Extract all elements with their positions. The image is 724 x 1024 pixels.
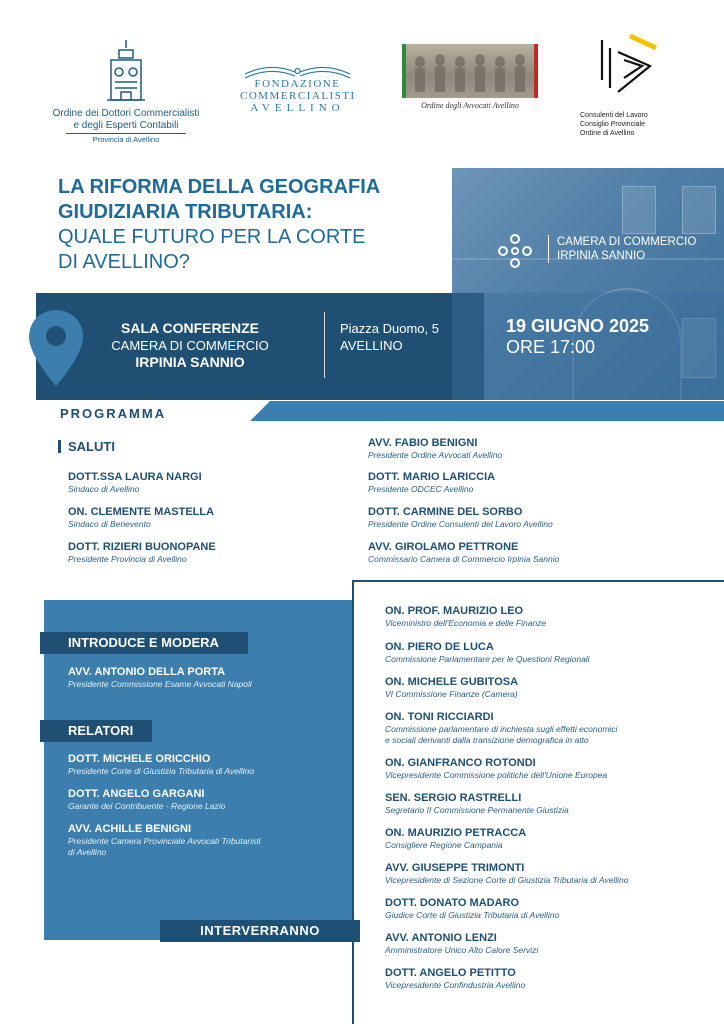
- saluti-marker: [58, 440, 61, 453]
- relatori-heading: [40, 720, 152, 742]
- address-line2: AVELLINO: [340, 338, 403, 353]
- intervenor: [385, 826, 715, 851]
- logo-odcec: [46, 38, 206, 148]
- person-role: Presidente Camera Provinciale Avvocati Tributaristi: [68, 836, 261, 846]
- person-role: di Avellino: [68, 847, 107, 857]
- title-line3: QUALE FUTURO PER LA CORTE: [58, 226, 366, 248]
- location-pin-icon: [27, 308, 85, 388]
- saluti-person: [68, 540, 368, 565]
- person-role: Commissione parlamentare di inchiesta sugli effetti economici: [385, 724, 618, 734]
- event-title: [58, 175, 458, 275]
- title-line2: GIUDIZIARIA TRIBUTARIA:: [58, 201, 313, 223]
- cdl-mark-icon: [590, 30, 662, 104]
- person-role: Commissario Camera di Commercio Irpinia Sannio: [368, 554, 560, 564]
- person-name: ON. CLEMENTE MASTELLA: [68, 506, 215, 518]
- saluti-person: [68, 505, 368, 530]
- person-role: VI Commissione Finanze (Camera): [385, 689, 518, 699]
- person-name: ON. PROF. MAURIZIO LEO: [385, 605, 524, 617]
- saluti-person: [68, 470, 368, 495]
- person-name: DOTT.SSA LAURA NARGI: [68, 471, 202, 483]
- fondazione-line2: COMMERCIALISTI: [240, 90, 356, 102]
- cdl-line1: Consulenti del Lavoro: [580, 112, 648, 119]
- person-role: Vicepresidente Commissione politiche dell'Unione Europea: [385, 770, 608, 780]
- person-name: DOTT. DONATO MADARO: [385, 897, 520, 909]
- person-role: Presidente Provincia di Avellino: [68, 554, 187, 564]
- intervenor: [385, 931, 715, 956]
- moderator: [68, 665, 368, 690]
- person-name: DOTT. MICHELE ORICCHIO: [68, 753, 211, 765]
- cdl-line3: Ordine di Avellino: [580, 129, 635, 137]
- person-name: ON. PIERO DE LUCA: [385, 641, 494, 653]
- person-name: AVV. ACHILLE BENIGNI: [68, 823, 192, 835]
- relief-image: [402, 44, 538, 98]
- logo-fondazione: [240, 60, 355, 120]
- intervenor: [385, 966, 715, 991]
- address-line1: Piazza Duomo, 5: [340, 321, 439, 336]
- introduce-heading-text: INTRODUCE E MODERA: [68, 635, 219, 650]
- fondazione-line1: FONDAZIONE: [254, 78, 341, 90]
- odcec-divider: [66, 133, 186, 134]
- speakers-block: [44, 600, 352, 940]
- person-name: DOTT. ANGELO GARGANI: [68, 788, 205, 800]
- intervenor: [385, 861, 715, 886]
- intervenor: [385, 675, 715, 700]
- venue-line3: IRPINIA SANNIO: [135, 354, 245, 370]
- person-role: Consigliere Regione Campania: [385, 840, 503, 850]
- event-date: 19 GIUGNO 2025: [506, 316, 650, 336]
- title-line1: LA RIFORMA DELLA GEOGRAFIA: [58, 176, 381, 198]
- person-name: ON. TONI RICCIARDI: [385, 711, 494, 723]
- person-name: SEN. SERGIO RASTRELLI: [385, 792, 522, 804]
- person-name: AVV. GIUSEPPE TRIMONTI: [385, 862, 525, 874]
- person-name: DOTT. CARMINE DEL SORBO: [368, 506, 523, 518]
- venue-name: [104, 320, 276, 371]
- intervenor: [385, 640, 715, 665]
- intervenor: [385, 896, 715, 921]
- person-name: ON. MAURIZIO PETRACCA: [385, 827, 527, 839]
- person-role: Commissione Parlamentare per le Questioni Regionali: [385, 654, 590, 664]
- person-role: Giudice Corte di Giustizia Tributaria di Avellino: [385, 910, 560, 920]
- relatore: [68, 822, 368, 858]
- intervenor: [385, 604, 715, 629]
- interverranno-heading: INTERVERRANNO: [160, 920, 360, 942]
- clock-tower-icon: [101, 38, 151, 102]
- person-name: ON. GIANFRANCO ROTONDI: [385, 757, 536, 769]
- person-role: Presidente Corte di Giustizia Tributaria di Avellino: [68, 766, 254, 776]
- person-role: Presidente Ordine Avvocati Avellino: [368, 450, 503, 460]
- person-role: Vicepresidente di Sezione Corte di Giustizia Tributaria di Avellino: [385, 875, 629, 885]
- person-name: DOTT. MARIO LARICCIA: [368, 471, 496, 483]
- saluti-person: [368, 470, 668, 495]
- person-role: Sindaco di Avellino: [68, 484, 140, 494]
- person-role: Presidente Commissione Esame Avvocati Napoli: [68, 679, 252, 689]
- intervenor: [385, 710, 715, 746]
- saluti-person: [368, 436, 668, 461]
- camera-line1: CAMERA DI COMMERCIO: [557, 236, 697, 248]
- person-role: Amministratore Unico Alto Calore Servizi: [385, 945, 539, 955]
- fondazione-line3: AVELLINO: [250, 102, 345, 114]
- person-role: Vicepresidente Confindustria Avellino: [385, 980, 526, 990]
- person-role: Viceministro dell'Economia e delle Finanze: [385, 618, 547, 628]
- introduce-heading: [40, 632, 248, 654]
- person-name: AVV. GIROLAMO PETTRONE: [368, 541, 519, 553]
- relatore: [68, 787, 368, 812]
- odcec-line2: e degli Esperti Contabili: [73, 119, 179, 131]
- avvocati-caption: Ordine degli Avvocati Avellino: [421, 101, 519, 110]
- intervenor: [385, 791, 715, 816]
- odcec-line1: Ordine dei Dottori Commercialisti: [52, 108, 200, 119]
- camera-commercio-icon: [495, 231, 535, 271]
- odcec-line3: Provincia di Avellino: [92, 135, 160, 144]
- logo-cdl: [580, 30, 690, 150]
- person-name: AVV. FABIO BENIGNI: [368, 437, 478, 449]
- person-role: Presidente Ordine Consulenti del Lavoro Avellino: [368, 519, 553, 529]
- intervenor: [385, 756, 715, 781]
- person-role: e sociali derivanti dalla transizione demografica in atto: [385, 735, 589, 745]
- venue-line2: CAMERA DI COMMERCIO: [111, 338, 269, 353]
- saluti-person: [368, 540, 668, 565]
- person-name: DOTT. RIZIERI BUONOPANE: [68, 541, 216, 553]
- person-name: ON. MICHELE GUBITOSA: [385, 676, 519, 688]
- title-line4: DI AVELLINO?: [58, 251, 190, 273]
- relatore: [68, 752, 368, 777]
- saluti-heading: SALUTI: [68, 439, 115, 454]
- cdl-line2: Consiglio Provinciale: [580, 120, 645, 128]
- event-datetime: [506, 316, 649, 358]
- person-role: Segretario II Commissione Permanente Giustizia: [385, 805, 569, 815]
- person-role: Presidente ODCEC Avellino: [368, 484, 474, 494]
- book-wave-icon: [240, 60, 355, 80]
- venue-line1: SALA CONFERENZE: [121, 320, 259, 336]
- person-name: DOTT. ANGELO PETITTO: [385, 967, 516, 979]
- camera-commercio-logo: [495, 231, 535, 276]
- saluti-person: [368, 505, 668, 530]
- relatori-heading-text: RELATORI: [68, 723, 134, 738]
- venue-divider: [324, 312, 325, 378]
- person-role: Sindaco di Benevento: [68, 519, 151, 529]
- logo-avvocati: [402, 44, 538, 114]
- camera-line2: IRPINIA SANNIO: [557, 250, 646, 262]
- person-role: Garante del Contribuente - Regione Lazio: [68, 801, 226, 811]
- event-time: ORE 17:00: [506, 337, 596, 357]
- camera-commercio-text: [548, 235, 696, 263]
- person-name: AVV. ANTONIO LENZI: [385, 932, 497, 944]
- person-name: AVV. ANTONIO DELLA PORTA: [68, 666, 226, 678]
- programma-heading: PROGRAMMA: [60, 406, 167, 421]
- venue-address: [340, 320, 439, 354]
